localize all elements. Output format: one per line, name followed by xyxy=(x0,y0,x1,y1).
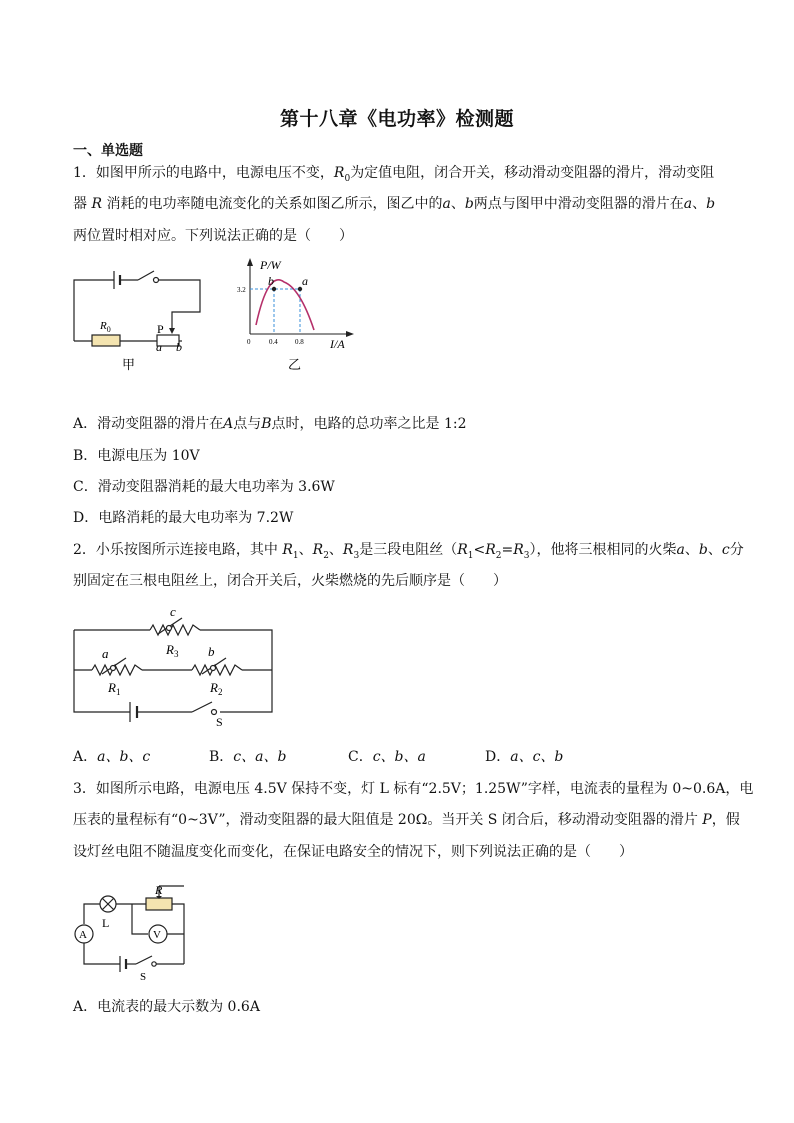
caption-yi: 乙 xyxy=(288,357,302,372)
q1-option-b[interactable]: B．电源电压为 10V xyxy=(73,448,200,464)
switch-lever xyxy=(138,271,154,280)
label-a: a xyxy=(102,646,109,661)
q3-line-2: 压表的量程标有“0~3V”，滑动变阻器的最大阻值是 20Ω。当开关 S 闭合后，移动滑动变阻器的滑片 P，假 xyxy=(73,812,740,828)
q2-option-b[interactable]: B．c、a、b xyxy=(209,749,287,765)
q1-option-c[interactable]: C．滑动变阻器消耗的最大电功率为 3.6W xyxy=(73,479,335,495)
label-l: L xyxy=(102,916,110,930)
x-tick-1: 0.4 xyxy=(269,338,278,346)
q2-option-d[interactable]: D．a、c、b xyxy=(485,749,564,765)
caption-jia: 甲 xyxy=(122,357,136,372)
q2-line-1: 2．小乐按图所示连接电路，其中 $R_1$、$R_2$、$R_3$是三段电阻丝$(R_1<R_2=R_3)$，他将三根相同的火柴a、b、c分 xyxy=(73,542,744,561)
label-r0: $R_0$ xyxy=(100,320,111,334)
x-tick-2: 0.8 xyxy=(295,338,304,346)
label-voltmeter: V xyxy=(153,929,161,941)
label-a: a xyxy=(302,274,308,288)
q1-line-1: 1．如图甲所示的电路中，电源电压不变，$R_0$为定值电阻，闭合开关，移动滑动变阻器的滑片，滑动变阻 xyxy=(73,165,715,184)
q3-option-a[interactable]: A．电流表的最大示数为 0.6A xyxy=(73,999,260,1015)
label-r: R xyxy=(155,883,163,897)
label-r2: $R_2$ xyxy=(210,680,223,697)
label-a: a xyxy=(156,340,162,354)
label-b: b xyxy=(176,340,182,354)
q2-option-c[interactable]: C．c、b、a xyxy=(348,749,426,765)
q1-line-3: 两位置时相对应。下列说法正确的是（ ） xyxy=(73,228,353,244)
switch-lever xyxy=(136,956,152,964)
q1-line-2: 器 R 消耗的电功率随电流变化的关系如图乙所示，图乙中的a、b两点与图甲中滑动变阻器的滑片在a、b xyxy=(73,196,716,212)
section-heading: 一、单选题 xyxy=(73,143,143,159)
label-c: c xyxy=(170,604,176,619)
label-r1: $R_1$ xyxy=(108,680,121,697)
q3-line-3: 设灯丝电阻不随温度变化而变化，在保证电路安全的情况下，则下列说法正确的是（ ） xyxy=(73,844,633,860)
axis-y-label: P/W xyxy=(260,258,281,272)
q1-circuit-figure-jia xyxy=(60,238,220,378)
q1-option-a[interactable]: A．滑动变阻器的滑片在A点与B点时，电路的总功率之比是 1:2 xyxy=(73,416,467,432)
label-s: S xyxy=(140,971,147,983)
label-ammeter: A xyxy=(79,929,87,941)
q1-graph-figure-yi xyxy=(236,250,366,375)
q3-line-1: 3．如图所示电路，电源电压 4.5V 保持不变，灯 L 标有“2.5V；1.25W”字样，电流表的量程为 0~0.6A，电 xyxy=(73,781,754,797)
y-tick: 3.2 xyxy=(237,286,246,294)
x-tick-0: 0 xyxy=(247,338,251,346)
page-title: 第十八章《电功率》检测题 xyxy=(279,108,514,130)
resistor-r2 xyxy=(192,665,242,675)
q3-circuit-figure xyxy=(66,872,196,984)
label-r3: $R_3$ xyxy=(166,642,179,659)
label-b: b xyxy=(208,644,215,659)
rheostat-r xyxy=(146,898,172,910)
switch-lever xyxy=(192,702,212,712)
q2-option-a[interactable]: A．a、b、c xyxy=(73,749,151,765)
resistor-r0 xyxy=(92,335,120,346)
q1-option-d[interactable]: D．电路消耗的最大电功率为 7.2W xyxy=(73,510,294,526)
q2-circuit-figure xyxy=(62,598,282,726)
label-b: b xyxy=(268,274,274,288)
label-s: S xyxy=(216,715,223,726)
q2-line-2: 别固定在三根电阻丝上，闭合开关后，火柴燃烧的先后顺序是（ ） xyxy=(73,573,507,589)
resistor-r3 xyxy=(150,625,200,635)
axis-x-label: I/A xyxy=(330,337,345,351)
label-p: P xyxy=(157,322,164,336)
resistor-r1 xyxy=(92,665,142,675)
